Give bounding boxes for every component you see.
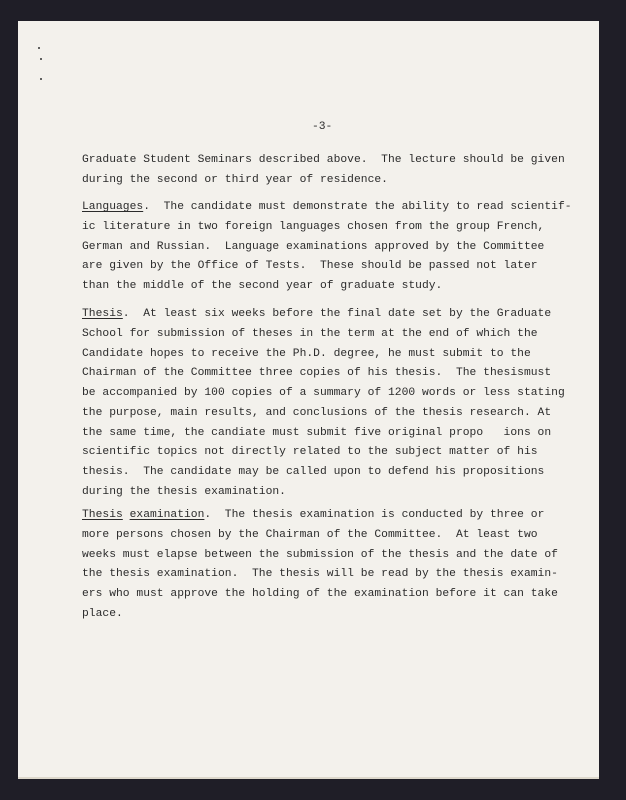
text-line: ic literature in two foreign languages chosen from the group French, [82, 221, 545, 233]
section-heading-thesis: Thesis [82, 308, 123, 320]
text-line: Chairman of the Committee three copies of his thesis. The thesismust [82, 367, 552, 379]
margin-mark [38, 47, 40, 49]
text-line: School for submission of theses in the term at the end of which the [82, 328, 538, 340]
text-line: be accompanied by 100 copies of a summary of 1200 words or less stating [82, 387, 565, 399]
text-line: during the thesis examination. [82, 486, 286, 498]
text-span: . The candidate must demonstrate the ability to read scientif- [143, 201, 572, 213]
section-heading-languages: Languages [82, 201, 144, 213]
text-line: scientific topics not directly related to the subject matter of his [82, 446, 538, 458]
margin-mark [40, 58, 42, 60]
section-heading-part: examination [129, 509, 205, 521]
text-line: during the second or third year of residence. [82, 174, 388, 186]
text-line: are given by the Office of Tests. These should be passed not later [82, 260, 538, 272]
text-line: German and Russian. Language examinations approved by the Committee [82, 241, 545, 253]
text-span: ers who must approve the holdin [82, 588, 293, 600]
text-line [82, 307, 551, 321]
text-line: Graduate Student Seminars described above. The lecture should be given [82, 154, 565, 166]
document-page [18, 21, 599, 779]
text-span: . At least six weeks before the final date set by the Graduate [122, 308, 552, 320]
page-number: -3- [312, 121, 333, 133]
text-span: g of the examination before it can take [292, 588, 558, 600]
text-line [82, 508, 544, 522]
text-span: . The thesis examination is conducted by three or [204, 509, 545, 521]
margin-mark [40, 78, 42, 80]
text-line: weeks must elapse between the submission of the thesis and the date of [82, 549, 558, 561]
text-line: thesis. The candidate may be called upon to defend his propositions [82, 466, 545, 478]
text-line: the purpose, main results, and conclusions of the thesis research. At [82, 407, 552, 419]
text-line: than the middle of the second year of graduate study. [82, 280, 443, 292]
section-heading-thesis-examination: Thesis [82, 509, 123, 521]
text-line: the thesis examination. The thesis will be read by the thesis examin- [82, 568, 558, 580]
text-line [82, 587, 558, 601]
text-line: place. [82, 608, 123, 620]
text-line: the same time, the candiate must submit five original propo ions on [82, 427, 552, 439]
text-line: more persons chosen by the Chairman of the Committee. At least two [82, 529, 538, 541]
text-line: Candidate hopes to receive the Ph.D. degree, he must submit to the [82, 348, 531, 360]
text-line [82, 200, 572, 214]
